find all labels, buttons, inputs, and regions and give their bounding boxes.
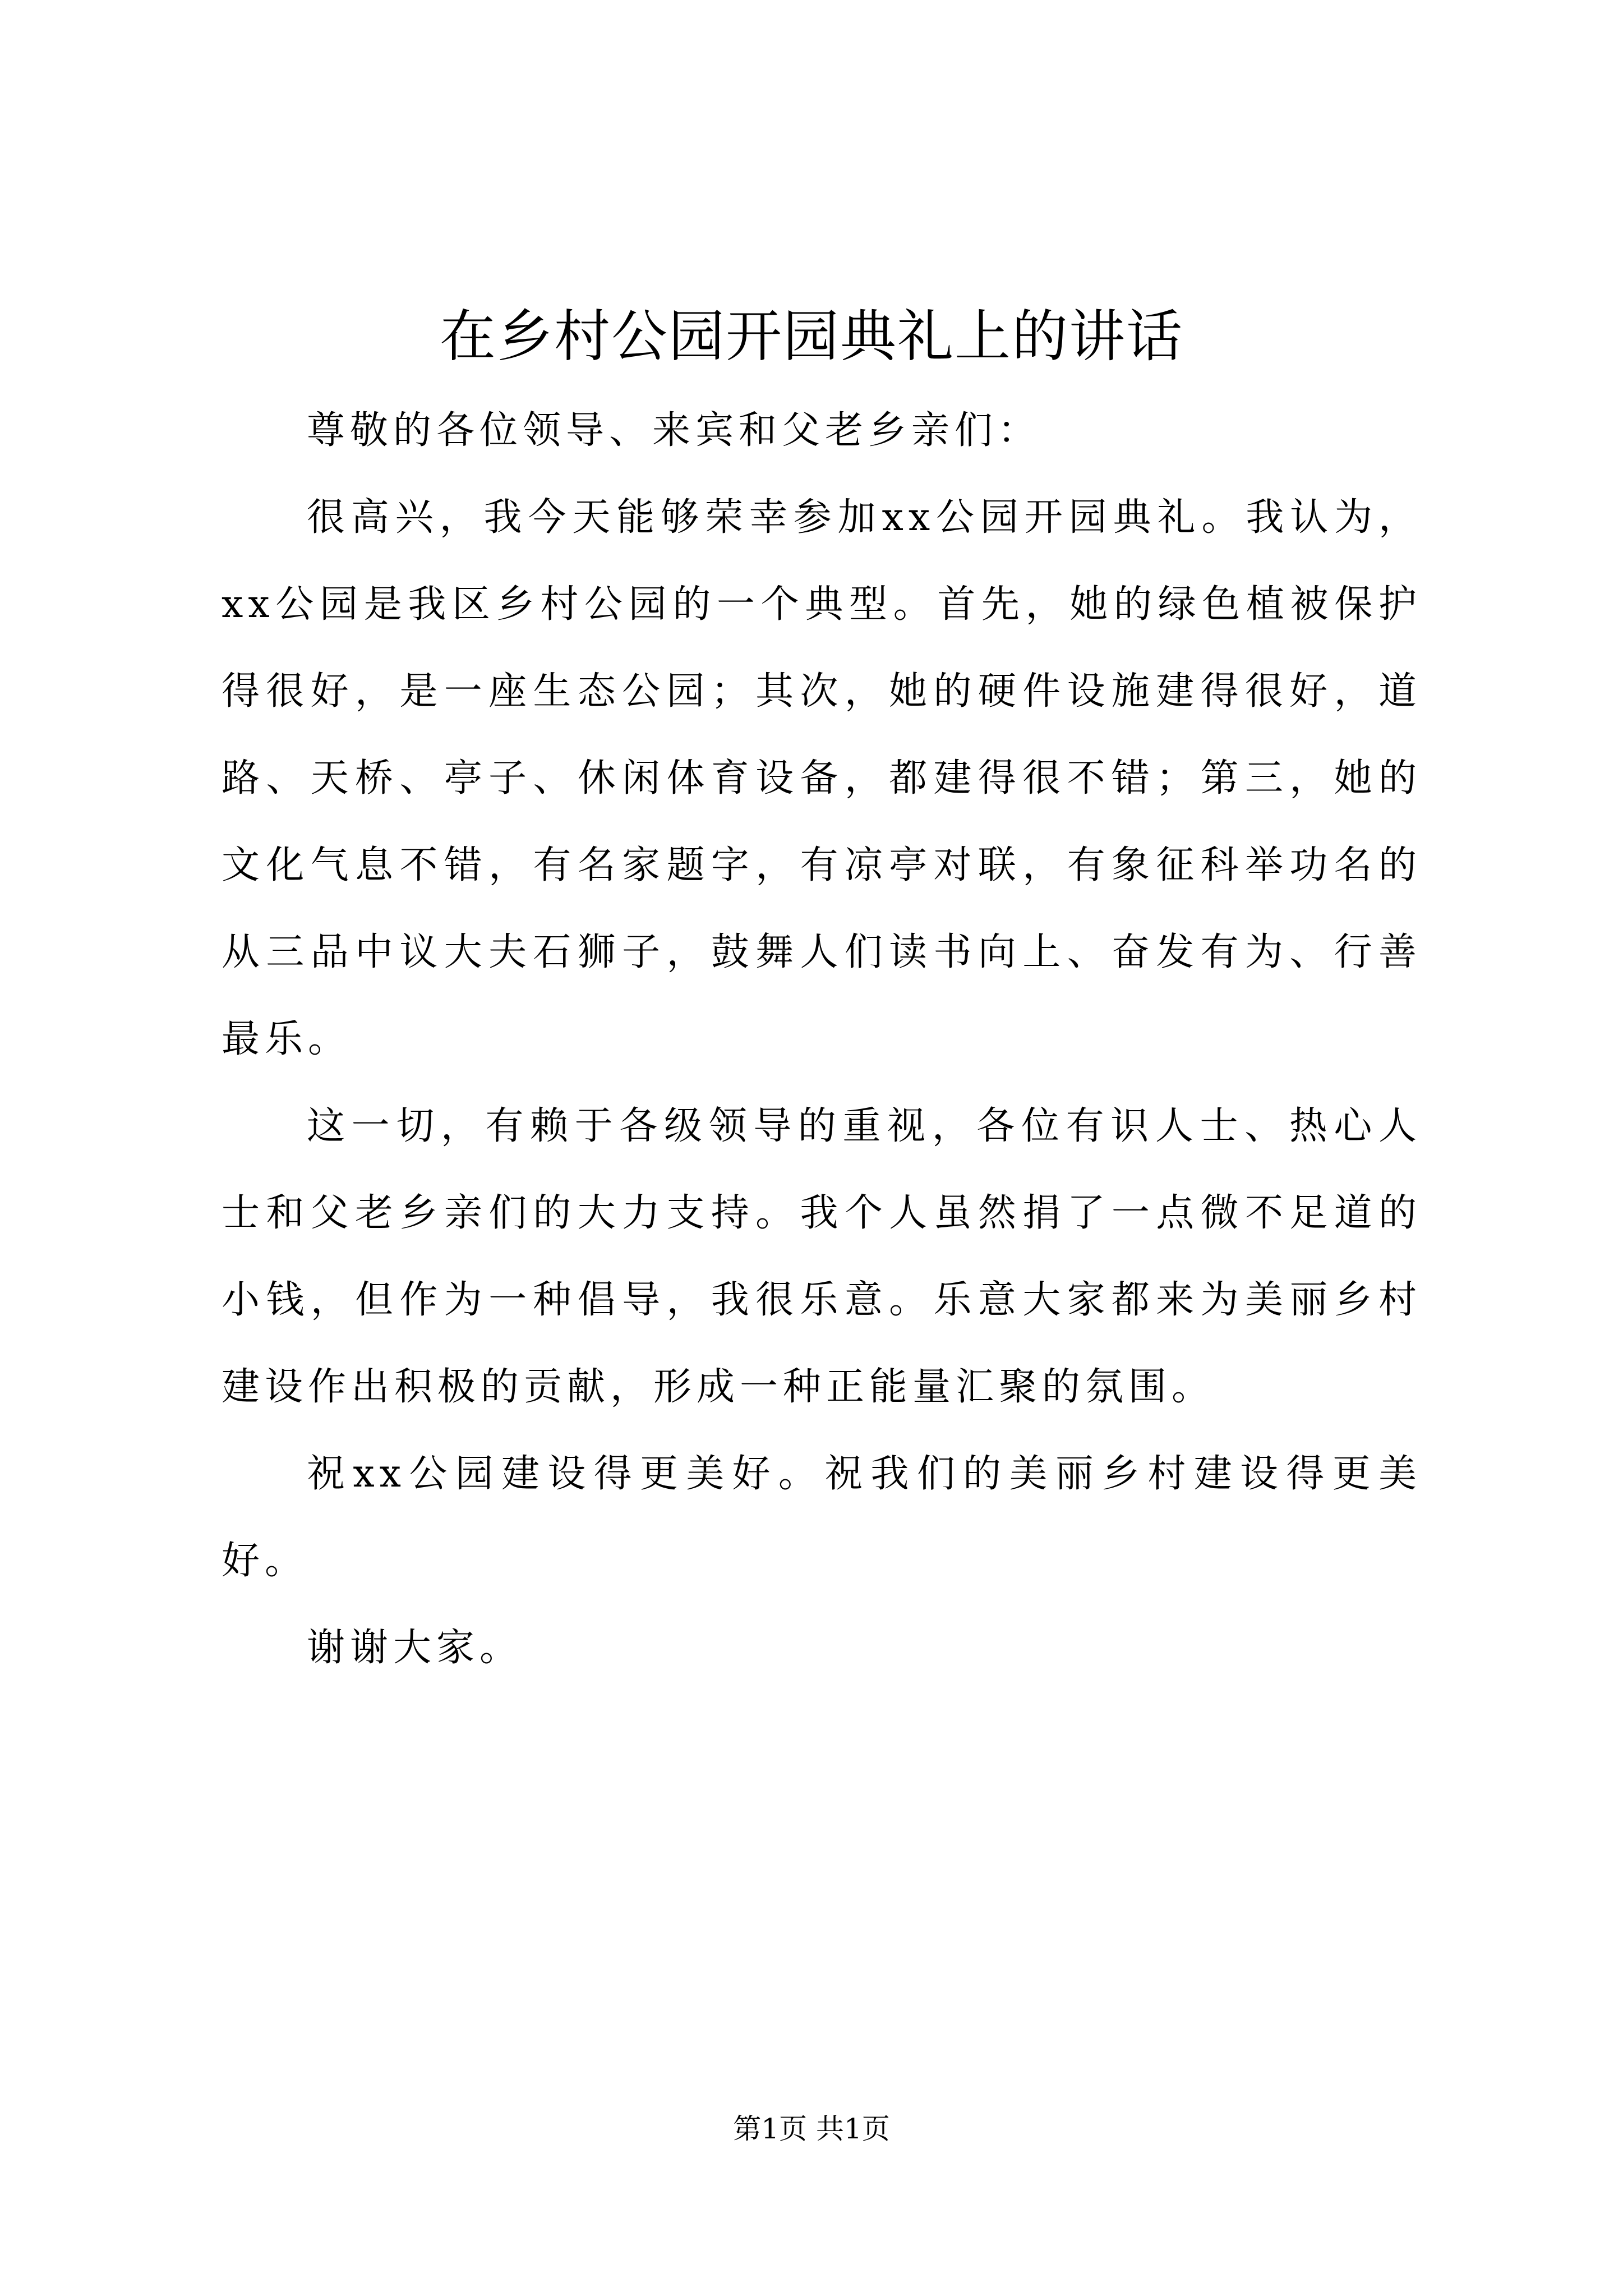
document-body	[222, 387, 1422, 1691]
blessing-paragraph: 祝xx公园建设得更美好。祝我们的美丽乡村建设得更美好。	[222, 1452, 1422, 1583]
document-title: 在乡村公园开园典礼上的讲话	[440, 303, 1183, 369]
salutation-paragraph: 尊敬的各位领导、来宾和父老乡亲们：	[307, 408, 1041, 453]
body-paragraph-1: 很高兴，我今天能够荣幸参加xx公园开园典礼。我认为，xx公园是我区乡村公园的一个典型。首先，她的绿色植被保护得很好，是一座生态公园；其次，她的硬件设施建得很好，道路、天桥、亭子、休闲体育设备，都建得很不错；第三，她的文化气息不错，有名家题字，有凉亭对联，有象征科举功名的从三品中议大夫石狮子，鼓舞人们读书向上、奋发有为、行善最乐。	[222, 495, 1422, 1061]
closing-paragraph: 谢谢大家。	[307, 1626, 523, 1670]
page-footer: 第1页 共1页	[733, 2113, 890, 2145]
body-paragraph-2: 这一切，有赖于各级领导的重视，各位有识人士、热心人士和父老乡亲们的大力支持。我个人虽然捐了一点微不足道的小钱，但作为一种倡导，我很乐意。乐意大家都来为美丽乡村建设作出积极的贡献，形成一种正能量汇聚的氛围。	[222, 1104, 1422, 1409]
